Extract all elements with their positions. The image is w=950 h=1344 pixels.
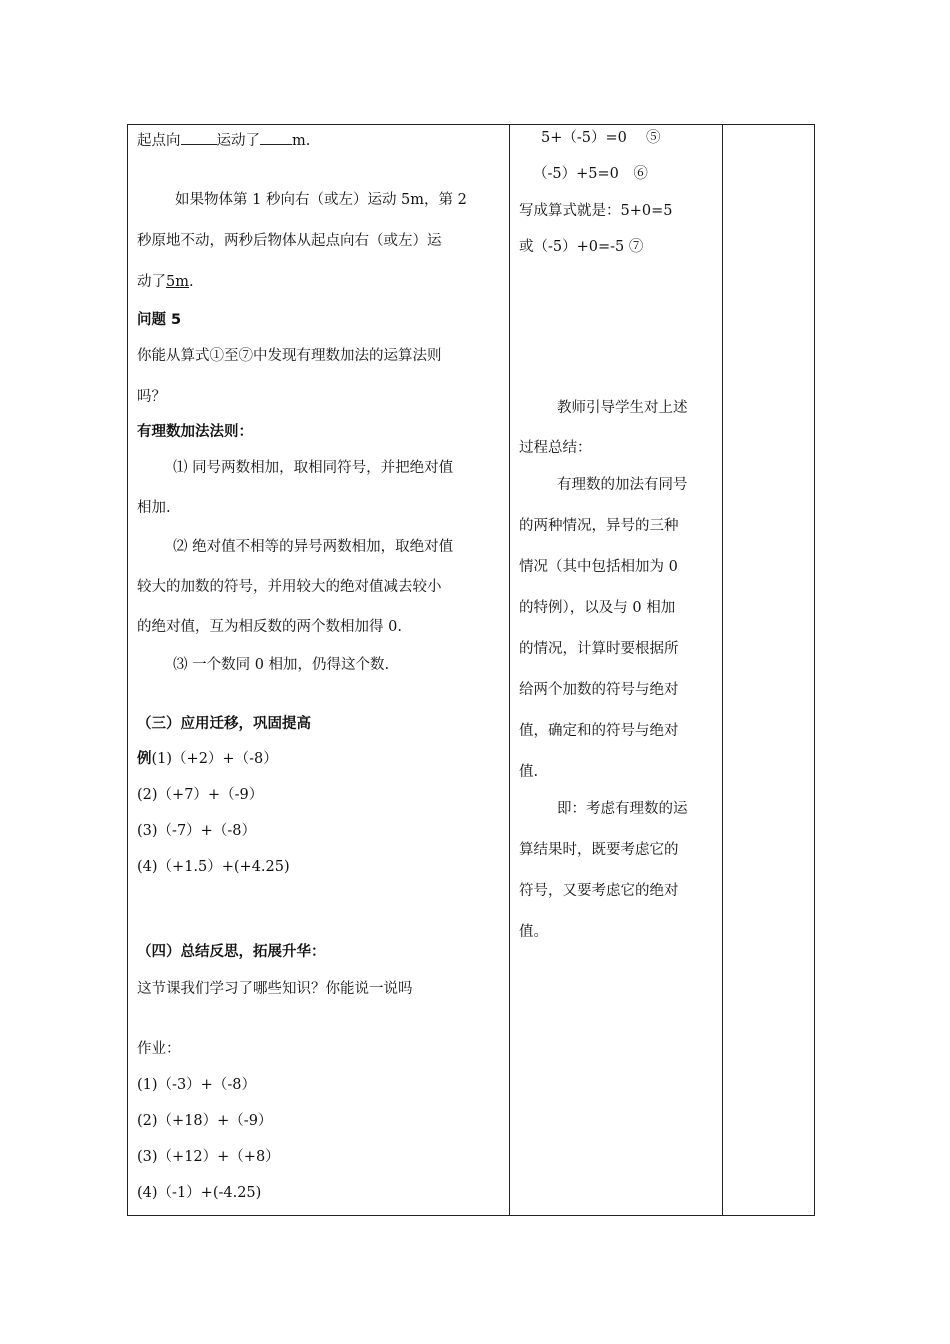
question-5-text: 吗？ <box>137 389 166 405</box>
underlined-answer: 5m <box>166 274 189 290</box>
example-2: (2)（+7）+（-9） <box>137 787 264 803</box>
addition-rule-title: 有理数加法法则： <box>137 424 253 440</box>
motion-question-line <box>137 130 310 151</box>
question-5-title: 问题 5 <box>137 312 182 328</box>
blank-direction <box>181 130 217 145</box>
rule-3-line: ⑶ 一个数同 0 相加，仍得这个数. <box>173 657 390 673</box>
teacher-note: 过程总结： <box>519 440 592 456</box>
summary-question: 这节课我们学习了哪些知识？你能说一说吗 <box>137 981 413 997</box>
homework-item-3: (3)（+12）+（+8） <box>137 1149 280 1165</box>
rule-2-line: 较大的加数的符号，并用较大的绝对值减去较小 <box>137 579 442 595</box>
column-divider-1 <box>509 125 510 1215</box>
summary-text: 即：考虑有理数的运 <box>557 801 688 817</box>
example-label: 例 <box>137 751 152 767</box>
equation-5: 5+（-5）=0 ⑤ <box>541 130 661 146</box>
question-5-text: 你能从算式①至⑦中发现有理数加法的运算法则 <box>137 348 442 364</box>
section-3-heading: （三）应用迁移，巩固提高 <box>137 716 311 732</box>
summary-text: 符号，又要考虑它的绝对 <box>519 883 679 899</box>
summary-text: 值。 <box>519 924 548 940</box>
example-1 <box>137 749 278 769</box>
paragraph-line: 如果物体第 1 秒向右（或左）运动 5m，第 2 <box>175 192 467 208</box>
summary-text: 值，确定和的符号与绝对 <box>519 723 679 739</box>
summary-text: 的情况，计算时要根据所 <box>519 641 679 657</box>
equation-7-line: 写成算式就是：5+0=5 <box>519 203 673 219</box>
column-divider-2 <box>722 125 723 1215</box>
text-fragment: m. <box>292 133 311 149</box>
paragraph-line <box>137 272 194 292</box>
rule-2-line: ⑵ 绝对值不相等的异号两数相加，取绝对值 <box>173 539 454 555</box>
lesson-table <box>127 124 815 1216</box>
teacher-note: 教师引导学生对上述 <box>557 400 688 416</box>
summary-text: 有理数的加法有同号 <box>557 477 688 493</box>
summary-text: 的两种情况，异号的三种 <box>519 518 679 534</box>
homework-item-4: (4)（-1）+(-4.25) <box>137 1185 262 1201</box>
text-fragment: 运动了 <box>216 133 260 149</box>
text-fragment: 动了 <box>137 274 166 290</box>
homework-title: 作业： <box>137 1041 181 1057</box>
equation-6: （-5）+5=0 ⑥ <box>533 166 648 182</box>
paragraph-line: 秒原地不动，两秒后物体从起点向右（或左）运 <box>137 233 442 249</box>
section-4-heading: （四）总结反思，拓展升华： <box>137 944 326 960</box>
summary-text: 的特例），以及与 0 相加 <box>519 600 676 616</box>
right-empty-column <box>724 125 814 1215</box>
example-3: (3)（-7）+（-8） <box>137 823 256 839</box>
summary-text: 值. <box>519 764 539 780</box>
equation-7-line: 或（-5）+0=-5 ⑦ <box>519 239 644 255</box>
text-fragment: . <box>188 274 194 290</box>
rule-2-line: 的绝对值，互为相反数的两个数相加得 0. <box>137 619 402 635</box>
rule-1-line: ⑴ 同号两数相加，取相同符号，并把绝对值 <box>173 460 454 476</box>
rule-1-line: 相加. <box>137 500 171 516</box>
text-fragment: 起点向 <box>137 133 181 149</box>
blank-distance <box>260 130 292 145</box>
example-4: (4)（+1.5）+(+4.25) <box>137 859 290 875</box>
homework-item-1: (1)（-3）+（-8） <box>137 1077 256 1093</box>
homework-item-2: (2)（+18）+（-9） <box>137 1113 273 1129</box>
summary-text: 给两个加数的符号与绝对 <box>519 682 679 698</box>
summary-text: 算结果时，既要考虑它的 <box>519 842 679 858</box>
summary-text: 情况（其中包括相加为 0 <box>519 559 678 575</box>
example-expression: (1)（+2）+（-8） <box>151 751 278 767</box>
